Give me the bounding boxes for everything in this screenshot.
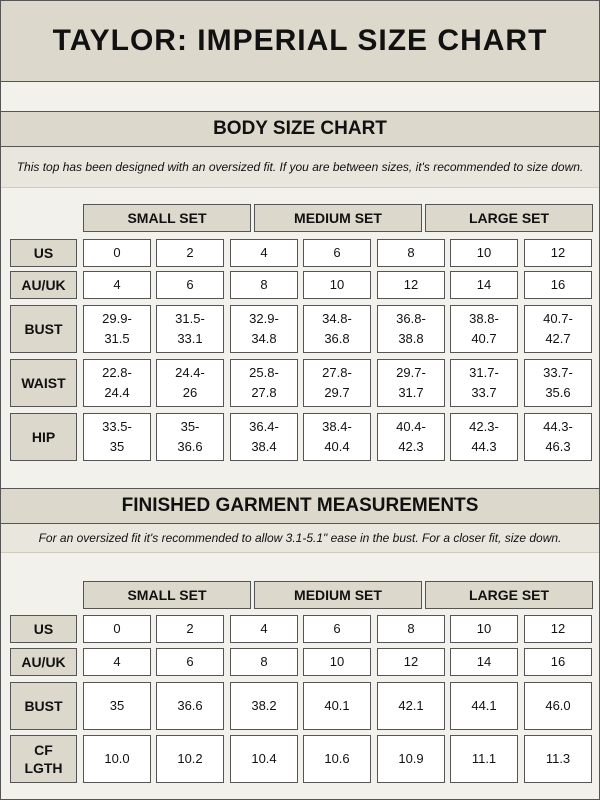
body-size-note: This top has been designed with an oversized fit. If you are between sizes, it's recommended to size down. — [16, 160, 584, 174]
garment-set-header — [83, 581, 251, 609]
body-cell-text: 10 — [476, 245, 492, 260]
garment-cell-text: 10 — [476, 621, 492, 636]
body-cell-text: 36.4- 38.4 — [249, 419, 279, 454]
garment-cell — [377, 682, 445, 730]
body-cell-text: 42.3- 44.3 — [469, 419, 499, 454]
garment-cell — [83, 735, 151, 783]
garment-cell-text: 11.3 — [545, 751, 571, 766]
garment-row-label-text: US — [33, 621, 54, 637]
garment-cell-text: 10.4 — [251, 751, 277, 766]
garment-cell-text: 6 — [186, 654, 194, 669]
body-cell-text: 2 — [186, 245, 194, 260]
garment-note-bar — [1, 524, 599, 553]
body-cell-text: 40.7- 42.7 — [543, 311, 573, 346]
body-cell — [83, 359, 151, 407]
body-row-label — [10, 413, 77, 461]
body-cell — [83, 305, 151, 353]
garment-cell-text: 8 — [407, 621, 415, 636]
body-cell — [230, 413, 298, 461]
garment-row-label-text: CF LGTH — [24, 742, 63, 776]
garment-set-header-text: MEDIUM SET — [294, 587, 382, 603]
garment-cell — [377, 648, 445, 676]
garment-cell-text: 10.9 — [398, 751, 424, 766]
body-cell — [377, 359, 445, 407]
body-cell — [156, 239, 224, 267]
body-cell — [303, 359, 371, 407]
garment-cell — [450, 648, 518, 676]
body-cell-text: 8 — [260, 277, 268, 292]
body-row-label — [10, 359, 77, 407]
garment-set-header-text: LARGE SET — [468, 587, 550, 603]
garment-cell — [524, 735, 592, 783]
garment-cell — [83, 682, 151, 730]
garment-row-label — [10, 735, 77, 783]
body-cell-text: 14 — [476, 277, 492, 292]
body-cell — [303, 305, 371, 353]
body-row-label-text: US — [33, 245, 54, 261]
body-cell — [230, 239, 298, 267]
garment-cell — [450, 682, 518, 730]
garment-row-label-text: AU/UK — [21, 654, 66, 670]
body-cell-text: 22.8- 24.4 — [102, 365, 132, 400]
garment-cell — [377, 615, 445, 643]
body-cell — [450, 271, 518, 299]
body-cell-text: 12 — [550, 245, 566, 260]
garment-cell-text: 12 — [550, 621, 566, 636]
body-cell — [524, 413, 592, 461]
garment-cell-text: 44.1 — [471, 698, 497, 713]
body-row-label-text: AU/UK — [21, 277, 66, 293]
garment-row-label-text: BUST — [24, 698, 63, 714]
body-cell — [156, 413, 224, 461]
garment-cell — [303, 682, 371, 730]
body-cell-text: 31.7- 33.7 — [469, 365, 499, 400]
body-cell — [377, 305, 445, 353]
body-row-label-text: WAIST — [21, 375, 66, 391]
body-cell — [303, 239, 371, 267]
garment-cell-text: 14 — [476, 654, 492, 669]
body-row-label — [10, 271, 77, 299]
garment-cell — [230, 648, 298, 676]
garment-cell — [303, 648, 371, 676]
garment-cell-text: 35 — [109, 698, 125, 713]
body-cell — [524, 359, 592, 407]
body-cell — [156, 305, 224, 353]
body-cell-text: 12 — [403, 277, 419, 292]
body-cell — [450, 305, 518, 353]
garment-cell-text: 10.0 — [104, 751, 130, 766]
garment-cell — [524, 615, 592, 643]
body-cell-text: 32.9- 34.8 — [249, 311, 279, 346]
body-cell — [230, 271, 298, 299]
body-set-header — [254, 204, 422, 232]
body-cell-text: 6 — [333, 245, 341, 260]
garment-cell — [156, 648, 224, 676]
garment-cell-text: 10 — [329, 654, 345, 669]
body-cell — [450, 413, 518, 461]
body-cell-text: 29.9- 31.5 — [102, 311, 132, 346]
body-cell — [83, 271, 151, 299]
body-cell — [230, 359, 298, 407]
body-cell-text: 33.5- 35 — [102, 419, 132, 454]
garment-cell-text: 12 — [403, 654, 419, 669]
garment-cell-text: 38.2 — [251, 698, 277, 713]
garment-cell — [524, 648, 592, 676]
garment-cell — [230, 682, 298, 730]
garment-cell-text: 11.1 — [471, 751, 497, 766]
garment-cell — [450, 735, 518, 783]
body-cell-text: 27.8- 29.7 — [322, 365, 352, 400]
garment-cell — [377, 735, 445, 783]
body-cell — [524, 305, 592, 353]
garment-set-header-text: SMALL SET — [127, 587, 207, 603]
body-set-header-text: MEDIUM SET — [294, 210, 382, 226]
body-cell-text: 38.4- 40.4 — [322, 419, 352, 454]
body-cell — [83, 239, 151, 267]
body-cell-text: 6 — [186, 277, 194, 292]
garment-row-label — [10, 682, 77, 730]
garment-cell-text: 2 — [186, 621, 194, 636]
garment-cell — [83, 648, 151, 676]
garment-cell — [156, 735, 224, 783]
garment-heading-bar — [1, 488, 599, 524]
body-cell — [450, 359, 518, 407]
garment-cell-text: 0 — [113, 621, 121, 636]
body-cell — [156, 359, 224, 407]
body-row-label-text: BUST — [24, 321, 63, 337]
body-cell — [524, 239, 592, 267]
body-size-note-bar — [1, 147, 599, 188]
page-title: TAYLOR: IMPERIAL SIZE CHART — [52, 24, 548, 57]
body-size-heading-bar — [1, 111, 599, 147]
body-cell-text: 16 — [550, 277, 566, 292]
body-set-header-text: SMALL SET — [127, 210, 207, 226]
body-cell-text: 31.5- 33.1 — [175, 311, 205, 346]
garment-cell-text: 36.6 — [177, 698, 203, 713]
garment-cell-text: 10.6 — [324, 751, 350, 766]
body-cell — [377, 413, 445, 461]
body-cell — [83, 413, 151, 461]
body-cell-text: 38.8- 40.7 — [469, 311, 499, 346]
garment-cell — [83, 615, 151, 643]
garment-note: For an oversized fit it's recommended to allow 3.1-5.1" ease in the bust. For a closer fit, size down. — [38, 531, 562, 545]
body-cell — [377, 271, 445, 299]
garment-cell — [156, 615, 224, 643]
body-cell — [303, 413, 371, 461]
garment-cell-text: 4 — [260, 621, 268, 636]
body-cell — [230, 305, 298, 353]
garment-cell — [230, 615, 298, 643]
garment-cell-text: 8 — [260, 654, 268, 669]
garment-row-label — [10, 615, 77, 643]
garment-cell-text: 46.0 — [545, 698, 571, 713]
body-cell — [377, 239, 445, 267]
body-cell-text: 8 — [407, 245, 415, 260]
garment-cell — [156, 682, 224, 730]
title-bar — [1, 1, 599, 82]
body-cell-text: 40.4- 42.3 — [396, 419, 426, 454]
body-row-label — [10, 305, 77, 353]
body-row-label-text: HIP — [31, 429, 56, 445]
garment-cell-text: 40.1 — [324, 698, 350, 713]
body-cell-text: 25.8- 27.8 — [249, 365, 279, 400]
garment-cell — [230, 735, 298, 783]
body-cell-text: 34.8- 36.8 — [322, 311, 352, 346]
body-row-label — [10, 239, 77, 267]
garment-cell-text: 6 — [333, 621, 341, 636]
body-cell-text: 4 — [113, 277, 121, 292]
garment-heading: FINISHED GARMENT MEASUREMENTS — [121, 495, 479, 516]
body-set-header — [83, 204, 251, 232]
garment-cell-text: 4 — [113, 654, 121, 669]
body-cell-text: 4 — [260, 245, 268, 260]
body-cell — [524, 271, 592, 299]
garment-cell — [303, 615, 371, 643]
garment-cell-text: 16 — [550, 654, 566, 669]
body-cell-text: 44.3- 46.3 — [543, 419, 573, 454]
garment-cell-text: 42.1 — [398, 698, 424, 713]
garment-cell — [303, 735, 371, 783]
garment-set-header — [425, 581, 593, 609]
body-cell — [303, 271, 371, 299]
garment-cell-text: 10.2 — [177, 751, 203, 766]
body-cell-text: 24.4- 26 — [175, 365, 205, 400]
garment-set-header — [254, 581, 422, 609]
body-set-header-text: LARGE SET — [468, 210, 550, 226]
body-cell — [156, 271, 224, 299]
body-cell-text: 10 — [329, 277, 345, 292]
body-cell-text: 33.7- 35.6 — [543, 365, 573, 400]
garment-row-label — [10, 648, 77, 676]
garment-cell — [450, 615, 518, 643]
body-cell-text: 35- 36.6 — [177, 419, 203, 454]
body-set-header — [425, 204, 593, 232]
body-cell-text: 0 — [113, 245, 121, 260]
body-cell — [450, 239, 518, 267]
body-cell-text: 36.8- 38.8 — [396, 311, 426, 346]
body-cell-text: 29.7- 31.7 — [396, 365, 426, 400]
body-size-heading: BODY SIZE CHART — [213, 118, 387, 139]
garment-cell — [524, 682, 592, 730]
